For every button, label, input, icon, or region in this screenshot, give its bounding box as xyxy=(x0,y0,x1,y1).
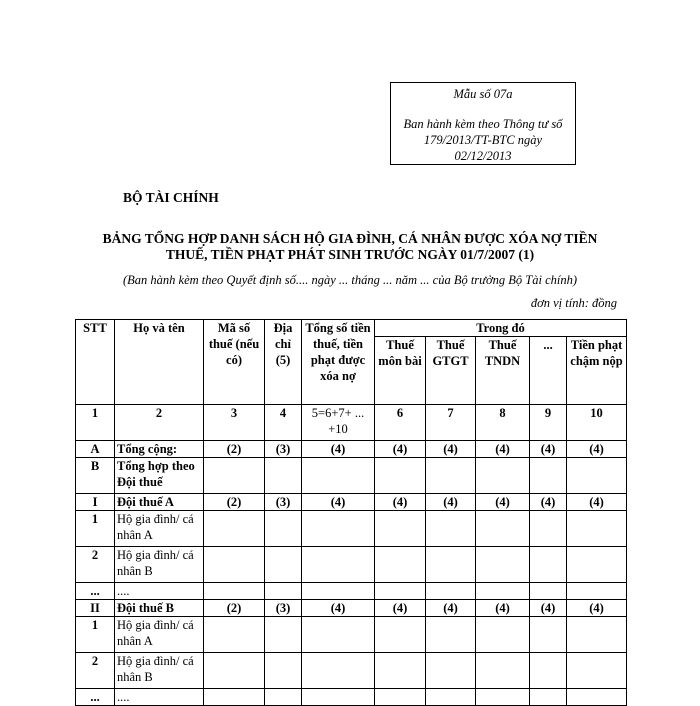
row-value-cell: (4) xyxy=(375,600,426,617)
row-value-cell xyxy=(476,617,530,653)
row-name-cell: Hộ gia đình/ cá nhân B xyxy=(115,653,204,689)
header-license-tax: Thuế môn bài xyxy=(375,337,426,405)
row-value-cell xyxy=(375,689,426,706)
column-number: 4 xyxy=(265,405,302,441)
column-number: 2 xyxy=(115,405,204,441)
row-value-cell xyxy=(476,458,530,494)
row-value-cell: (2) xyxy=(204,441,265,458)
row-value-cell xyxy=(265,617,302,653)
row-value-cell: (4) xyxy=(567,441,627,458)
row-name-cell: Đội thuế A xyxy=(115,494,204,511)
table-row xyxy=(76,458,627,494)
table-row xyxy=(76,494,627,511)
column-number: 6 xyxy=(375,405,426,441)
row-value-cell xyxy=(476,689,530,706)
column-number-row xyxy=(76,405,627,441)
summary-table xyxy=(75,319,627,706)
row-value-cell xyxy=(204,583,265,600)
row-value-cell: (3) xyxy=(265,600,302,617)
row-value-cell xyxy=(302,689,375,706)
row-stt-cell: ... xyxy=(76,583,115,600)
row-value-cell: (3) xyxy=(265,441,302,458)
row-value-cell xyxy=(426,547,476,583)
row-value-cell xyxy=(204,547,265,583)
row-value-cell xyxy=(302,617,375,653)
issued-line-2: 179/2013/TT-BTC ngày xyxy=(423,133,543,147)
form-number: Mẫu số 07a xyxy=(453,87,513,101)
row-value-cell xyxy=(426,653,476,689)
ministry-name: BỘ TÀI CHÍNH xyxy=(123,190,219,205)
column-number: 5=6+7+ ... +10 xyxy=(302,405,375,441)
column-number: 3 xyxy=(204,405,265,441)
issued-line-3: 02/12/2013 xyxy=(454,149,512,163)
row-value-cell xyxy=(302,653,375,689)
column-number: 8 xyxy=(476,405,530,441)
header-stt: STT xyxy=(76,320,115,405)
row-value-cell xyxy=(265,583,302,600)
row-value-cell: (4) xyxy=(530,441,567,458)
issued-line-1: Ban hành kèm theo Thông tư số xyxy=(403,117,563,131)
row-value-cell xyxy=(530,583,567,600)
row-value-cell xyxy=(426,458,476,494)
row-value-cell xyxy=(375,583,426,600)
row-value-cell xyxy=(204,689,265,706)
row-name-cell: Tổng hợp theo Đội thuế xyxy=(115,458,204,494)
row-value-cell xyxy=(530,689,567,706)
row-value-cell xyxy=(265,547,302,583)
row-stt-cell: ... xyxy=(76,689,115,706)
row-value-cell: (4) xyxy=(530,494,567,511)
row-value-cell: (4) xyxy=(375,494,426,511)
header-row-1 xyxy=(76,320,627,337)
row-value-cell xyxy=(426,511,476,547)
row-name-cell: Hộ gia đình/ cá nhân A xyxy=(115,617,204,653)
row-value-cell xyxy=(375,653,426,689)
row-value-cell: (4) xyxy=(426,600,476,617)
row-value-cell: (2) xyxy=(204,494,265,511)
row-value-cell xyxy=(530,511,567,547)
column-number: 10 xyxy=(567,405,627,441)
row-stt-cell: A xyxy=(76,441,115,458)
row-value-cell xyxy=(204,458,265,494)
header-name: Họ và tên xyxy=(115,320,204,405)
row-value-cell xyxy=(204,617,265,653)
row-value-cell xyxy=(302,511,375,547)
row-value-cell xyxy=(567,583,627,600)
table-row xyxy=(76,547,627,583)
row-name-cell: .... xyxy=(115,583,204,600)
row-value-cell xyxy=(567,458,627,494)
row-value-cell: (4) xyxy=(375,441,426,458)
header-tax-code: Mã số thuế (nếu có) xyxy=(204,320,265,405)
table-row xyxy=(76,441,627,458)
table-row xyxy=(76,511,627,547)
table-row xyxy=(76,583,627,600)
row-value-cell xyxy=(302,458,375,494)
row-value-cell: (4) xyxy=(302,494,375,511)
row-value-cell xyxy=(476,547,530,583)
row-value-cell xyxy=(530,653,567,689)
row-value-cell xyxy=(265,458,302,494)
header-vat: Thuế GTGT xyxy=(426,337,476,405)
row-value-cell xyxy=(530,458,567,494)
row-stt-cell: 2 xyxy=(76,653,115,689)
row-value-cell xyxy=(426,689,476,706)
row-stt-cell: B xyxy=(76,458,115,494)
row-value-cell xyxy=(426,583,476,600)
document-subtitle: (Ban hành kèm theo Quyết định số.... ngày ... tháng ... năm ... của Bộ trưởng Bộ Tài chính) xyxy=(122,273,578,287)
row-stt-cell: 2 xyxy=(76,547,115,583)
row-value-cell xyxy=(567,617,627,653)
row-value-cell xyxy=(567,547,627,583)
row-name-cell: Hộ gia đình/ cá nhân A xyxy=(115,511,204,547)
row-value-cell xyxy=(265,653,302,689)
table-row xyxy=(76,600,627,617)
row-value-cell xyxy=(265,689,302,706)
row-value-cell xyxy=(530,547,567,583)
row-value-cell: (4) xyxy=(476,441,530,458)
title-line-2: THUẾ, TIỀN PHẠT PHÁT SINH TRƯỚC NGÀY 01/7/2007 (1) xyxy=(165,247,535,262)
row-value-cell xyxy=(567,653,627,689)
row-stt-cell: I xyxy=(76,494,115,511)
row-value-cell: (4) xyxy=(530,600,567,617)
column-number: 9 xyxy=(530,405,567,441)
row-value-cell: (4) xyxy=(302,600,375,617)
table-row xyxy=(76,653,627,689)
row-value-cell xyxy=(476,583,530,600)
row-value-cell: (3) xyxy=(265,494,302,511)
row-value-cell: (4) xyxy=(302,441,375,458)
row-value-cell: (4) xyxy=(426,441,476,458)
document-title xyxy=(60,231,640,263)
row-value-cell: (4) xyxy=(567,494,627,511)
row-value-cell: (4) xyxy=(567,600,627,617)
header-dots: ... xyxy=(530,337,567,405)
column-number: 1 xyxy=(76,405,115,441)
row-value-cell: (4) xyxy=(476,600,530,617)
row-name-cell: Tổng cộng: xyxy=(115,441,204,458)
row-value-cell xyxy=(375,617,426,653)
header-total: Tổng số tiền thuế, tiền phạt được xóa nợ xyxy=(302,320,375,405)
row-value-cell: (2) xyxy=(204,600,265,617)
unit-label: đơn vị tính: đồng xyxy=(530,296,617,310)
row-value-cell xyxy=(302,583,375,600)
row-value-cell xyxy=(375,511,426,547)
row-value-cell xyxy=(476,511,530,547)
header-address: Địa chỉ (5) xyxy=(265,320,302,405)
row-value-cell xyxy=(375,547,426,583)
row-value-cell xyxy=(265,511,302,547)
row-value-cell xyxy=(204,653,265,689)
form-stamp-box xyxy=(390,82,576,165)
row-name-cell: .... xyxy=(115,689,204,706)
row-name-cell: Hộ gia đình/ cá nhân B xyxy=(115,547,204,583)
row-value-cell xyxy=(204,511,265,547)
row-stt-cell: 1 xyxy=(76,511,115,547)
row-value-cell: (4) xyxy=(476,494,530,511)
row-value-cell xyxy=(375,458,426,494)
row-stt-cell: II xyxy=(76,600,115,617)
table-row xyxy=(76,689,627,706)
row-value-cell xyxy=(567,511,627,547)
row-name-cell: Đội thuế B xyxy=(115,600,204,617)
header-late-fee: Tiền phạt chậm nộp xyxy=(567,337,627,405)
row-stt-cell: 1 xyxy=(76,617,115,653)
row-value-cell: (4) xyxy=(426,494,476,511)
column-number: 7 xyxy=(426,405,476,441)
row-value-cell xyxy=(476,653,530,689)
table-row xyxy=(76,617,627,653)
row-value-cell xyxy=(567,689,627,706)
row-value-cell xyxy=(302,547,375,583)
row-value-cell xyxy=(530,617,567,653)
title-line-1: BẢNG TỔNG HỢP DANH SÁCH HỘ GIA ĐÌNH, CÁ NHÂN ĐƯỢC XÓA NỢ TIỀN xyxy=(102,231,598,246)
row-value-cell xyxy=(426,617,476,653)
header-pit: Thuế TNDN xyxy=(476,337,530,405)
header-group: Trong đó xyxy=(375,320,627,337)
